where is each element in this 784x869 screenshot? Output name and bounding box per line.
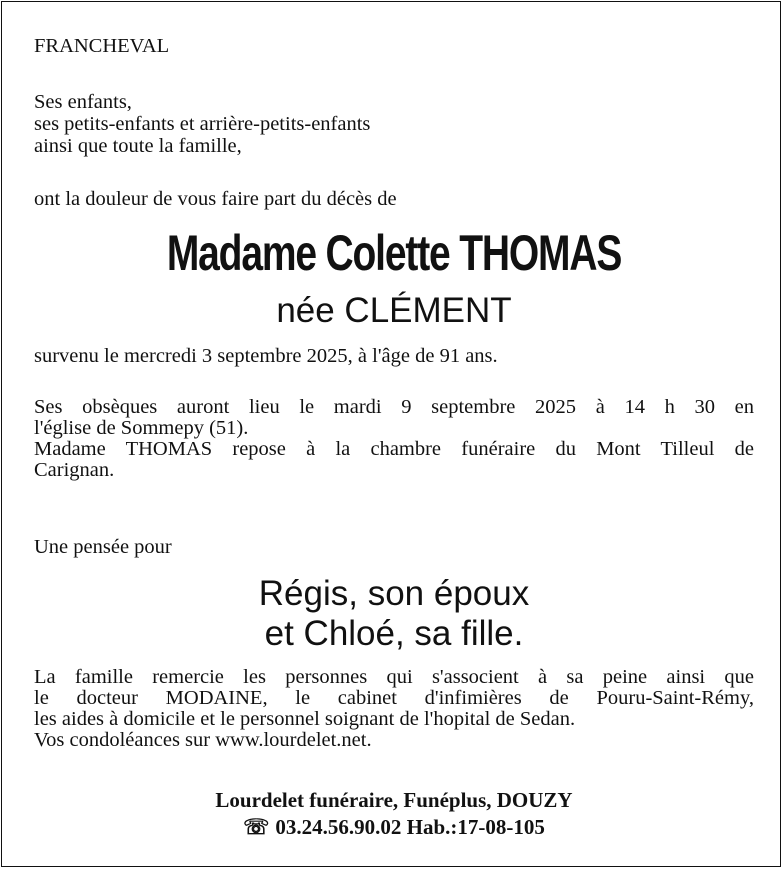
funeral-paragraph <box>34 397 754 481</box>
family-line-3: ainsi que toute la famille, <box>34 135 242 157</box>
thanks-line-3: les aides à domicile et le personnel soignant de l'hopital de Sedan. <box>34 708 576 730</box>
funeral-line-3: Madame THOMAS repose à la chambre funéraire du Mont Tilleul de <box>34 438 754 460</box>
funeral-line-4: Carignan. <box>34 459 115 481</box>
thanks-line-1: La famille remercie les personnes qui s'associent à sa peine ainsi que <box>34 666 754 688</box>
phone-line <box>2 815 784 840</box>
location-heading: FRANCHEVAL <box>34 35 170 57</box>
thought-line-1: Régis, son époux <box>258 574 530 613</box>
family-line-1: Ses enfants, <box>34 91 132 113</box>
thanks-paragraph <box>34 667 754 751</box>
phone-icon: ☏ <box>243 815 270 839</box>
thought-intro: Une pensée pour <box>34 536 172 558</box>
death-info: survenu le mercredi 3 septembre 2025, à l'âge de 91 ans. <box>34 345 498 367</box>
funeral-line-2: l'église de Sommepy (51). <box>34 417 249 439</box>
obituary-notice <box>1 1 781 867</box>
thanks-line-4: Vos condoléances sur www.lourdelet.net. <box>34 729 372 751</box>
announcement-text: ont la douleur de vous faire part du décès de <box>34 188 397 210</box>
funeral-line-1: Ses obsèques auront lieu le mardi 9 septembre 2025 à 14 h 30 en <box>34 396 754 418</box>
thought-line-2: et Chloé, sa fille. <box>264 614 524 653</box>
family-line-2: ses petits-enfants et arrière-petits-enfants <box>34 113 371 135</box>
thanks-line-2: le docteur MODAINE, le cabinet d'infimières de Pouru-Saint-Rémy, <box>34 687 754 709</box>
maiden-name: née CLÉMENT <box>276 291 512 330</box>
phone-number: 03.24.56.90.02 Hab.:17-08-105 <box>275 815 545 839</box>
funeral-company: Lourdelet funéraire, Funéplus, DOUZY <box>215 788 573 812</box>
deceased-name: Madame Colette THOMAS <box>166 225 622 281</box>
